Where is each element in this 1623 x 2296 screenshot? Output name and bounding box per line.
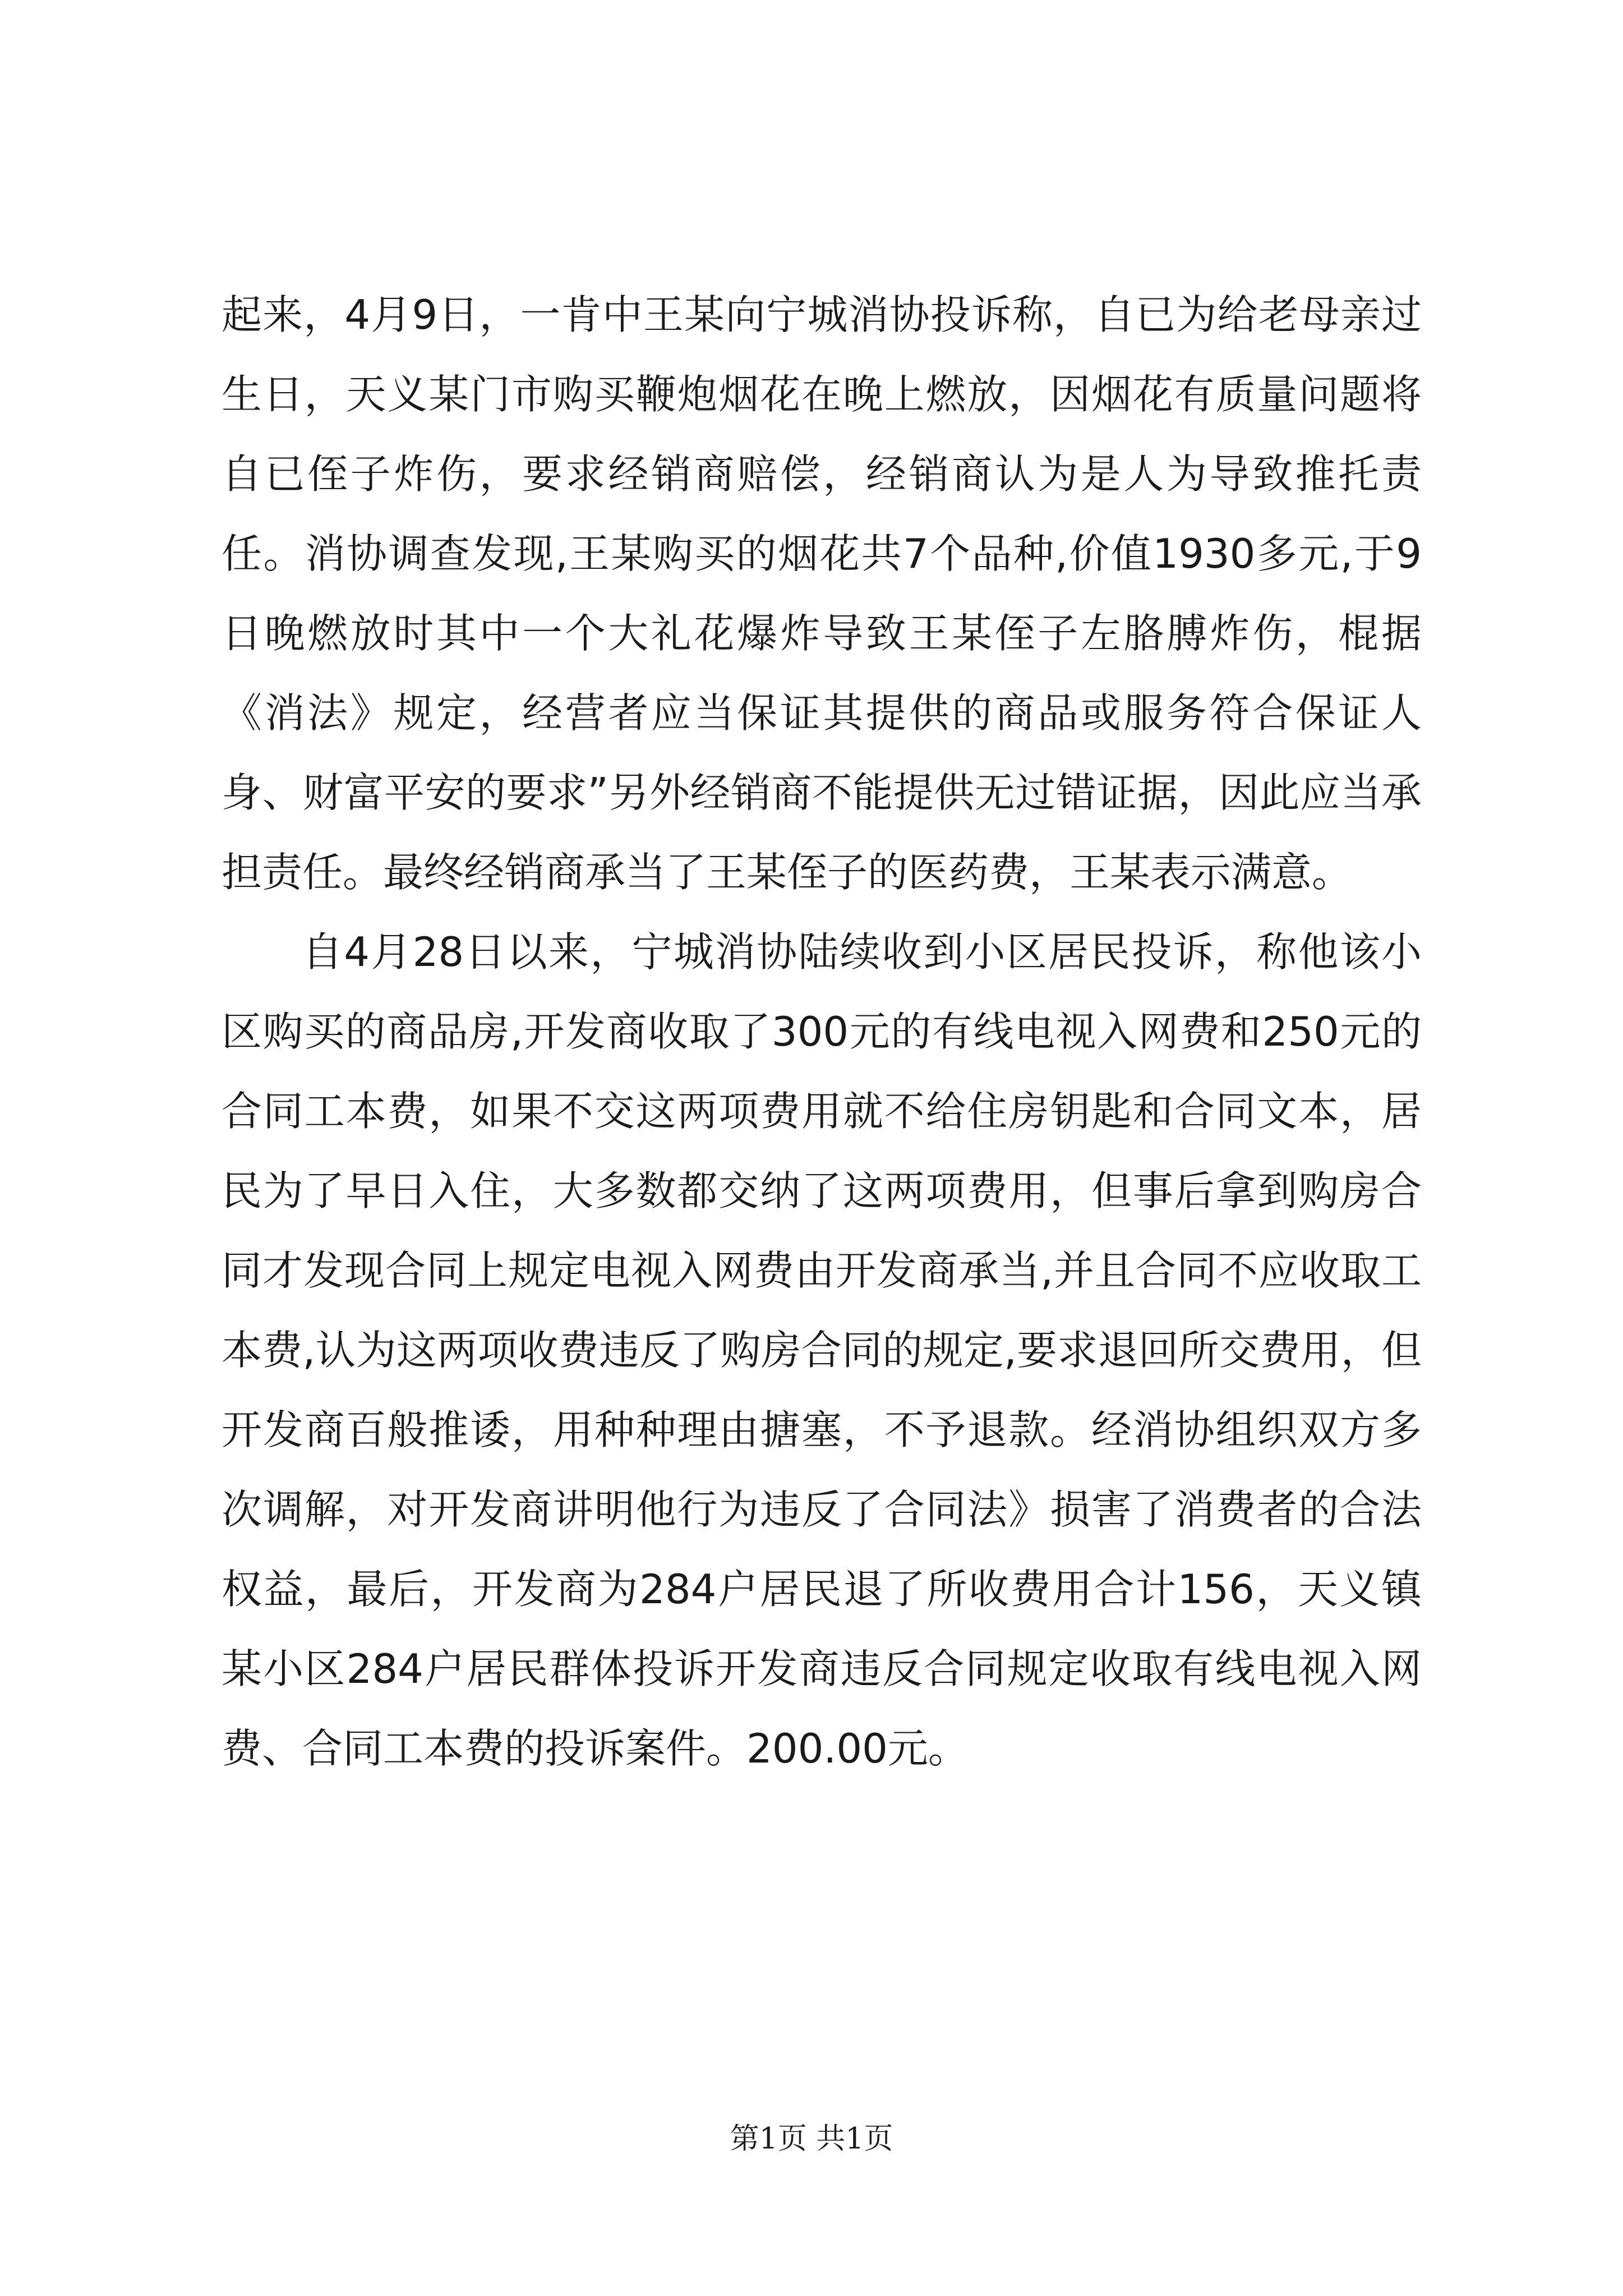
page-number-label: 第1页 共1页 [730, 2122, 893, 2156]
paragraph-2: 自4月28日以来，宁城消协陆续收到小区居民投诉，称他该小区购买的商品房,开发商收取了300元的有线电视入网费和250元的合同工本费，如果不交这两项费用就不给住房钥匙和合同文本，居民为了早日入住，大多数都交纳了这两项费用，但事后拿到购房合同才发现合同上规定电视入网费由开发商承当,并且合同不应收取工本费,认为这两项收费违反了购房合同的规定,要求退回所交费用，但开发商百般推诿，用种种理由搪塞，不予退款。经消协组织双方多次调解，对开发商讲明他行为违反了合同法》损害了消费者的合法权益，最后，开发商为284户居民退了所收费用合计156，天义镇某小区284户居民群体投诉开发商违反合同规定收取有线电视入网费、合同工本费的投诉案件。200.00元。 [222, 928, 1422, 1772]
paragraph-1: 起来，4月9日，一肯中王某向宁城消协投诉称，自已为给老母亲过生日，天义某门市购买鞭炮烟花在晚上燃放，因烟花有质量问题将自已侄子炸伤，要求经销商赔偿，经销商认为是人为导致推托责任。消协调查发现,王某购买的烟花共7个品种,价值1930多元,于9日晚燃放时其中一个大礼花爆炸导致王某侄子左胳膊炸伤，棍据《消法》规定，经营者应当保证其提供的商品或服务符合保证人身、财富平安的要求”另外经销商不能提供无过错证据，因此应当承担责任。最终经销商承当了王某侄子的医药费，王某表示满意。 [222, 291, 1422, 896]
page-footer [0, 2115, 1623, 2157]
document-body [222, 275, 1422, 1788]
